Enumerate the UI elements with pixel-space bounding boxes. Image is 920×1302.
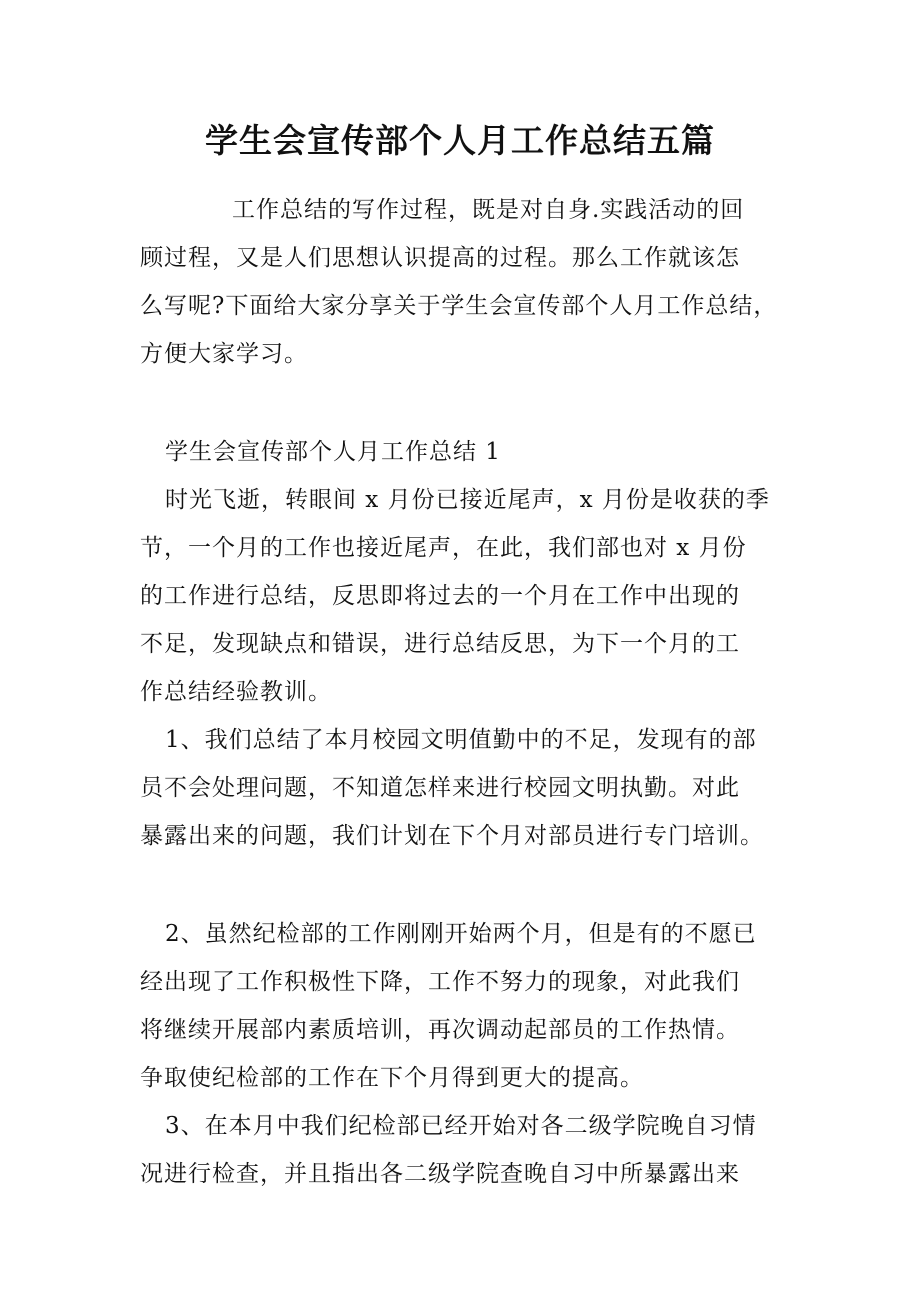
item1-line-3: 暴露出来的问题，我们计划在下个月对部员进行专门培训。 — [140, 823, 764, 849]
item2-line-4: 争取使纪检部的工作在下个月得到更大的提高。 — [140, 1065, 644, 1091]
para1-line-5: 作总结经验教训。 — [140, 679, 332, 705]
para1-line-3: 的工作进行总结，反思即将过去的一个月在工作中出现的 — [140, 583, 740, 609]
document-title: 学生会宣传部个人月工作总结五篇 — [205, 121, 715, 160]
item3-line-1: 3、在本月中我们纪检部已经开始对各二级学院晚自习情 — [165, 1113, 757, 1139]
intro-line-1: 工作总结的写作过程，既是对自身.实践活动的回 — [232, 197, 745, 223]
item3-line-2: 况进行检查，并且指出各二级学院查晚自习中所暴露出来 — [140, 1161, 740, 1187]
item2-line-2: 经出现了工作积极性下降，工作不努力的现象，对此我们 — [140, 969, 740, 995]
item2-line-3: 将继续开展部内素质培训，再次调动起部员的工作热情。 — [140, 1017, 740, 1043]
item1-line-1: 1、我们总结了本月校园文明值勤中的不足，发现有的部 — [165, 727, 757, 753]
para1-line-1: 时光飞逝，转眼间 x 月份已接近尾声，x 月份是收获的季 — [165, 487, 770, 513]
para1-line-2: 节，一个月的工作也接近尾声，在此，我们部也对 x 月份 — [140, 535, 747, 561]
section-heading: 学生会宣传部个人月工作总结 1 — [165, 439, 501, 465]
para1-line-4: 不足，发现缺点和错误，进行总结反思，为下一个月的工 — [140, 631, 740, 657]
intro-line-4: 方便大家学习。 — [140, 341, 308, 367]
intro-line-3: 么写呢?下面给大家分享关于学生会宣传部个人月工作总结， — [140, 293, 778, 319]
item1-line-2: 员不会处理问题，不知道怎样来进行校园文明执勤。对此 — [140, 775, 740, 801]
item2-line-1: 2、虽然纪检部的工作刚刚开始两个月，但是有的不愿已 — [165, 921, 757, 947]
intro-line-2: 顾过程，又是人们思想认识提高的过程。那么工作就该怎 — [140, 245, 740, 271]
